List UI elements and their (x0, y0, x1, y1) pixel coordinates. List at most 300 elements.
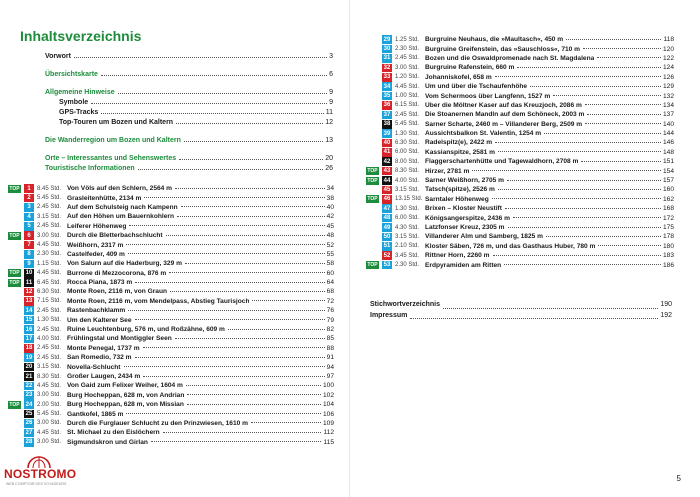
tour-title: Castelfeder, 409 m (67, 250, 125, 258)
tour-number-badge: 19 (25, 354, 33, 361)
tour-row (366, 260, 674, 269)
tour-number-badge: 34 (383, 83, 391, 90)
tour-row (366, 223, 674, 232)
tour-number-badge: 17 (25, 335, 33, 342)
tour-number-badge: 53 (383, 262, 391, 269)
tour-duration: 3.15 Std. (395, 233, 420, 240)
tour-title: Um den Kalterer See (67, 316, 132, 324)
tour-page: 162 (662, 195, 674, 203)
tour-duration: 4.30 Std. (395, 224, 420, 231)
tour-row (366, 204, 674, 213)
tour-list-left (8, 184, 334, 447)
tour-title: Monte Roen, 2116 m, vom Mendelpass, Abstieg Taurisjoch (67, 297, 250, 305)
tour-row (8, 428, 334, 437)
tour-title: Kloster Säben, 726 m, und das Gasthaus Huber, 780 m (425, 242, 596, 250)
tour-duration: 7.15 Std. (37, 298, 62, 305)
tour-row (8, 231, 334, 240)
dot-leader (138, 169, 323, 170)
tour-title: Großer Laugen, 2434 m (67, 373, 141, 380)
dot-leader (74, 57, 327, 58)
tour-page: 144 (662, 130, 674, 138)
tour-page: 120 (662, 45, 674, 53)
tour-row (8, 240, 334, 249)
tour-number-badge: 5 (24, 222, 34, 231)
tour-row (366, 54, 674, 63)
tour-row (366, 242, 674, 251)
tour-row (8, 362, 334, 371)
top-badge: TOP (9, 279, 20, 286)
dot-leader (186, 385, 321, 386)
tour-duration: 8.30 Std. (395, 168, 420, 175)
dot-leader (530, 86, 661, 87)
tour-title: Sarner Scharte, 2460 m – Villanderer Berg, 2509 m (425, 120, 583, 128)
tour-row (366, 185, 674, 194)
tour-number-badge: 45 (383, 186, 391, 193)
tour-duration: 2.45 Std. (37, 345, 62, 352)
tour-number-badge: 6 (24, 231, 34, 240)
tour-title: Rastenbachklamm (67, 307, 126, 315)
tour-row (8, 334, 334, 343)
toc-entry (45, 98, 333, 108)
tour-page: 112 (323, 429, 334, 437)
tour-number-badge: 26 (25, 420, 33, 427)
tour-duration: 5.45 Std. (37, 411, 62, 418)
tour-number-badge: 49 (383, 224, 391, 231)
tour-title: Die Stoanernen Mandln auf dem Schöneck, 2003 m (425, 111, 585, 119)
table-of-contents (45, 52, 333, 174)
tour-page: 79 (326, 316, 334, 324)
dot-leader (553, 95, 661, 96)
tour-duration: 1.20 Std. (395, 74, 420, 81)
page-title: Inhaltsverzeichnis (20, 28, 142, 44)
tour-number-badge: 2 (24, 194, 34, 203)
dot-leader (135, 282, 324, 283)
tour-title: Durch die Bletterbachschlucht (67, 232, 163, 240)
tour-number-badge: 31 (383, 55, 391, 62)
tour-page: 97 (326, 373, 334, 380)
tour-title: Hirzer, 2781 m (425, 167, 470, 175)
tour-number-badge: 23 (25, 392, 33, 399)
dot-leader (144, 197, 324, 198)
dot-leader (495, 142, 661, 143)
dot-leader (585, 104, 661, 105)
toc-entry-page: 6 (329, 71, 333, 78)
tour-list-right (366, 35, 674, 270)
dot-leader (498, 189, 661, 190)
dot-leader (166, 235, 325, 236)
tour-page: 42 (326, 213, 334, 221)
dot-leader (101, 75, 327, 76)
tour-number-badge: 4 (24, 213, 34, 222)
tour-title: Erdpyramiden am Ritten (425, 261, 502, 269)
tour-title: Über die Möltner Kaser auf das Kreuzjoch, 2086 m (425, 101, 582, 109)
tour-title: Bozen und die Oswaldpromenade nach St. Magdalena (425, 54, 595, 62)
tour-duration: 2.45 Std. (395, 55, 420, 62)
tour-title: Villanderer Alm und Samberg, 1825 m (425, 233, 543, 241)
tour-row (8, 438, 334, 447)
tour-title: Kassianspitze, 2581 m (425, 148, 496, 156)
tour-row (8, 381, 334, 390)
tour-duration: 3.00 Std. (395, 64, 420, 71)
tour-title: Johanniskofel, 658 m (425, 73, 492, 81)
tour-number-badge: 24 (25, 401, 33, 408)
tour-row (8, 325, 334, 334)
tour-number-badge: 48 (383, 215, 391, 222)
toc-entry-page: 26 (325, 165, 333, 172)
tour-row (8, 372, 334, 381)
tour-number-badge: 44 (383, 177, 391, 184)
tour-number-badge: 35 (383, 93, 391, 100)
tour-duration: 4.45 Std. (37, 429, 62, 436)
toc-entry-title: Orte – Interessantes und Sehenswertes (45, 155, 177, 162)
toc-entry-page: 9 (329, 89, 333, 96)
dot-leader (163, 432, 322, 433)
tour-number-badge: 14 (25, 307, 33, 314)
dot-leader (179, 159, 323, 160)
tour-number-badge: 8 (24, 250, 34, 259)
dot-leader (597, 57, 661, 58)
tour-title: Von Völs auf den Schlern, 2564 m (67, 185, 173, 193)
dot-leader (170, 291, 325, 292)
toc-entry (45, 108, 333, 118)
tour-row (366, 129, 674, 138)
tour-page: 91 (326, 354, 334, 362)
dot-leader (472, 170, 661, 171)
tour-row (366, 251, 674, 260)
tour-page: 100 (322, 382, 334, 390)
tour-number-badge: 27 (25, 429, 33, 436)
tour-number-badge: 32 (383, 64, 391, 71)
dot-leader (135, 357, 325, 358)
tour-number-badge: 52 (383, 252, 391, 259)
dot-leader (492, 198, 661, 199)
toc-entry-title: Übersichtskarte (45, 71, 98, 78)
tour-duration: 2.45 Std. (37, 326, 62, 333)
tour-number-badge: 40 (383, 139, 391, 146)
dot-leader (585, 123, 661, 124)
dot-leader (184, 141, 323, 142)
toc-entry (45, 118, 333, 128)
tour-page: 102 (322, 391, 334, 399)
tour-duration: 13.15 Std. (395, 196, 423, 203)
tour-duration: 1.00 Std. (395, 93, 420, 100)
tour-title: Sarntaler Höhenweg (425, 195, 489, 203)
tour-title: San Romedio, 732 m (67, 354, 132, 362)
tour-duration: 3.15 Std. (37, 364, 62, 371)
tour-title: Ruine Leuchtenburg, 576 m, und Roßzähne, 609 m (67, 326, 225, 334)
top-badge: TOP (367, 196, 378, 203)
toc-gap (45, 128, 333, 136)
tour-row (8, 278, 334, 287)
tour-row (366, 120, 674, 129)
tour-title: Flaggerschartenhütte und Tagewaldhorn, 2708 m (425, 158, 579, 166)
dot-leader (505, 208, 661, 209)
dot-leader (185, 263, 325, 264)
tour-title: Sarner Weißhorn, 2705 m (425, 177, 505, 185)
dot-leader (181, 206, 325, 207)
tour-number-badge: 39 (383, 130, 391, 137)
top-badge: TOP (9, 232, 20, 239)
dot-leader (126, 244, 324, 245)
tour-number-badge: 42 (383, 158, 391, 165)
tour-page: 72 (326, 297, 334, 305)
tour-number-badge: 51 (383, 243, 391, 250)
tour-number-badge: 11 (25, 279, 33, 286)
index-entry (370, 311, 672, 322)
tour-duration: 6.15 Std. (395, 102, 420, 109)
tour-duration: 3.15 Std. (37, 213, 62, 220)
index-section (370, 300, 672, 321)
tour-page: 88 (326, 344, 334, 352)
tour-number-badge: 16 (25, 326, 33, 333)
tour-row (366, 63, 674, 72)
tour-page: 60 (326, 269, 334, 277)
toc-entry-title: Vorwort (45, 53, 71, 60)
tour-number-badge: 7 (24, 241, 34, 250)
top-badge: TOP (9, 401, 20, 408)
tour-title: Auf den Höhen um Bauernkohlern (67, 213, 174, 221)
tour-duration: 2.45 Std. (37, 354, 62, 361)
top-badge: TOP (367, 262, 378, 269)
tour-duration: 4.45 Std. (37, 382, 62, 389)
dot-leader (513, 217, 661, 218)
tour-page: 58 (326, 260, 334, 268)
tour-number-badge: 13 (25, 298, 33, 305)
tour-title: Monte Roen, 2116 m, von Graun (67, 288, 168, 296)
tour-page: 129 (662, 83, 674, 91)
tour-page: 115 (323, 438, 334, 446)
tour-row (366, 157, 674, 166)
tour-title: Von Gaid zum Felixer Weiher, 1604 m (67, 382, 183, 390)
dot-leader (124, 366, 325, 367)
dot-leader (581, 161, 661, 162)
tour-page: 183 (662, 252, 674, 260)
toc-entry-title: Top-Touren um Bozen und Kaltern (59, 119, 174, 126)
tour-row (366, 176, 674, 185)
toc-entry-title: Allgemeine Hinweise (45, 89, 115, 96)
toc-entry-title: GPS-Tracks (59, 109, 99, 116)
tour-title: Leiferer Höhenweg (67, 222, 127, 230)
tour-duration: 6.00 Std. (395, 215, 420, 222)
tour-duration: 5.45 Std. (37, 195, 62, 202)
tour-title: Auf dem Schulsteig nach Kampenn (67, 203, 178, 211)
tour-page: 172 (662, 214, 674, 222)
tour-duration: 1.15 Std. (37, 260, 62, 267)
toc-entry-page: 9 (329, 99, 333, 106)
tour-duration: 2.30 Std. (395, 262, 420, 269)
dot-leader (410, 311, 658, 320)
tour-title: Gantkofel, 1865 m (67, 410, 124, 418)
tour-duration: 8.30 Std. (37, 373, 62, 380)
tour-page: 168 (662, 205, 674, 213)
dot-leader (566, 39, 661, 40)
tour-page: 140 (662, 120, 674, 128)
tour-row (366, 232, 674, 241)
tour-row (366, 101, 674, 110)
toc-entry-title: Touristische Informationen (45, 165, 135, 172)
tour-row (366, 73, 674, 82)
tour-duration: 2.45 Std. (37, 307, 62, 314)
tour-page: 154 (662, 167, 674, 175)
page-fold (349, 0, 350, 497)
tour-page: 85 (326, 335, 334, 343)
dot-leader (143, 376, 324, 377)
tour-duration: 6.00 Std. (395, 149, 420, 156)
tour-number-badge: 41 (383, 149, 391, 156)
tour-duration: 6.45 Std. (37, 279, 62, 286)
dot-leader (508, 227, 661, 228)
dot-leader (175, 338, 325, 339)
tour-duration: 8.00 Std. (395, 158, 420, 165)
tour-page: 55 (326, 250, 334, 258)
tour-duration: 2.00 Std. (37, 401, 62, 408)
toc-gap (45, 80, 333, 88)
tour-number-badge: 21 (25, 373, 33, 380)
dot-leader (583, 48, 661, 49)
tour-duration: 1.30 Std. (395, 205, 420, 212)
tour-row (366, 82, 674, 91)
tour-page: 146 (662, 139, 674, 147)
tour-duration: 2.45 Std. (37, 223, 62, 230)
dot-leader (135, 319, 325, 320)
tour-duration: 5.45 Std. (395, 121, 420, 128)
tour-number-badge: 29 (383, 36, 391, 43)
dot-leader (91, 103, 327, 104)
tour-row (8, 250, 334, 259)
tour-title: Tatsch(spitze), 2526 m (425, 186, 495, 194)
dot-leader (504, 264, 661, 265)
toc-entry-page: 11 (325, 109, 333, 116)
tour-row (8, 222, 334, 231)
tour-number-badge: 36 (383, 102, 391, 109)
tour-page: 151 (662, 158, 674, 166)
tour-row (366, 44, 674, 53)
tour-row (8, 353, 334, 362)
tour-number-badge: 1 (24, 184, 34, 193)
toc-entry (45, 88, 333, 98)
tour-title: Aussichtsbalkon St. Valentin, 1254 m (425, 130, 542, 138)
tour-duration: 3.00 Std. (37, 439, 62, 446)
tour-number-badge: 25 (25, 411, 33, 418)
tour-title: Burg Hocheppan, 628 m, von Andrian (67, 391, 185, 399)
tour-duration: 3.00 Std. (37, 420, 62, 427)
tour-title: Burgruine Greifenstein, das »Sauschloss«, 710 m (425, 45, 581, 53)
tour-duration: 4.45 Std. (37, 270, 62, 277)
dot-leader (129, 225, 324, 226)
tour-number-badge: 10 (25, 270, 33, 277)
dot-leader (187, 394, 321, 395)
tour-page: 148 (662, 148, 674, 156)
logo-tagline: WEB COMPTOIR DES VOYAGEURS (6, 482, 67, 486)
tour-duration: 4.45 Std. (395, 83, 420, 90)
tour-title: Von Salurn auf die Haderburg, 329 m (67, 260, 182, 268)
tour-title: Novella-Schlucht (67, 363, 121, 371)
tour-duration: 4.45 Std. (37, 242, 62, 249)
tour-number-badge: 43 (383, 168, 391, 175)
tour-row (8, 212, 334, 221)
tour-title: Brixen – Kloster Neustift (425, 205, 502, 213)
tour-title: Rittner Horn, 2260 m (425, 252, 490, 260)
tour-row (366, 110, 674, 119)
tour-page: 124 (662, 64, 674, 72)
logo-name: NOSTROMO (4, 467, 77, 481)
toc-gap (45, 146, 333, 154)
tour-title: Burg Hocheppan, 628 m, von Missian (67, 401, 184, 409)
index-entry-page: 192 (660, 311, 672, 319)
dot-leader (143, 347, 325, 348)
tour-row (366, 35, 674, 44)
top-badge: TOP (9, 270, 20, 277)
tour-duration: 6.30 Std. (37, 288, 62, 295)
tour-number-badge: 30 (383, 46, 391, 53)
toc-entry (45, 164, 333, 174)
tour-number-badge: 33 (383, 74, 391, 81)
toc-entry (45, 52, 333, 62)
tour-row (366, 138, 674, 147)
tour-row (8, 287, 334, 296)
tour-number-badge: 20 (25, 364, 33, 371)
tour-row (8, 344, 334, 353)
tour-row (366, 148, 674, 157)
toc-entry-page: 12 (325, 119, 333, 126)
tour-page: 64 (326, 279, 334, 287)
dot-leader (443, 300, 658, 309)
tour-number-badge: 38 (383, 121, 391, 128)
dot-leader (118, 93, 327, 94)
dot-leader (176, 123, 323, 124)
dot-leader (251, 422, 321, 423)
tour-page: 45 (326, 222, 334, 230)
tour-row (366, 166, 674, 175)
tour-page: 52 (326, 241, 334, 249)
dot-leader (546, 236, 661, 237)
tour-page: 76 (326, 307, 334, 315)
dot-leader (126, 413, 321, 414)
tour-page: 106 (322, 410, 334, 418)
page-number: 5 (676, 474, 681, 483)
tour-duration: 4.00 Std. (395, 177, 420, 184)
tour-number-badge: 3 (24, 203, 34, 212)
dot-leader (128, 310, 324, 311)
tour-duration: 2.10 Std. (395, 243, 420, 250)
toc-entry-title: Die Wanderregion um Bozen und Kaltern (45, 137, 181, 144)
tour-page: 175 (662, 224, 674, 231)
tour-row (366, 91, 674, 100)
tour-row (8, 269, 334, 278)
dot-leader (507, 180, 661, 181)
dot-leader (517, 67, 661, 68)
tour-number-badge: 37 (383, 111, 391, 118)
tour-duration: 2.30 Std. (37, 251, 62, 258)
tour-row (8, 400, 334, 409)
tour-number-badge: 15 (25, 317, 33, 324)
dot-leader (252, 300, 324, 301)
index-entry-title: Impressum (370, 311, 408, 319)
tour-page: 34 (326, 185, 334, 193)
dot-leader (495, 76, 661, 77)
tour-page: 137 (662, 111, 674, 119)
tour-row (8, 409, 334, 418)
tour-title: Monte Penegal, 1737 m (67, 344, 140, 352)
tour-duration: 4.00 Std. (37, 335, 62, 342)
toc-entry-page: 20 (325, 155, 333, 162)
tour-page: 160 (662, 186, 674, 194)
tour-row (8, 203, 334, 212)
tour-row (8, 306, 334, 315)
toc-gap (45, 62, 333, 70)
tour-duration: 3.00 Std. (37, 232, 62, 239)
tour-row (8, 391, 334, 400)
